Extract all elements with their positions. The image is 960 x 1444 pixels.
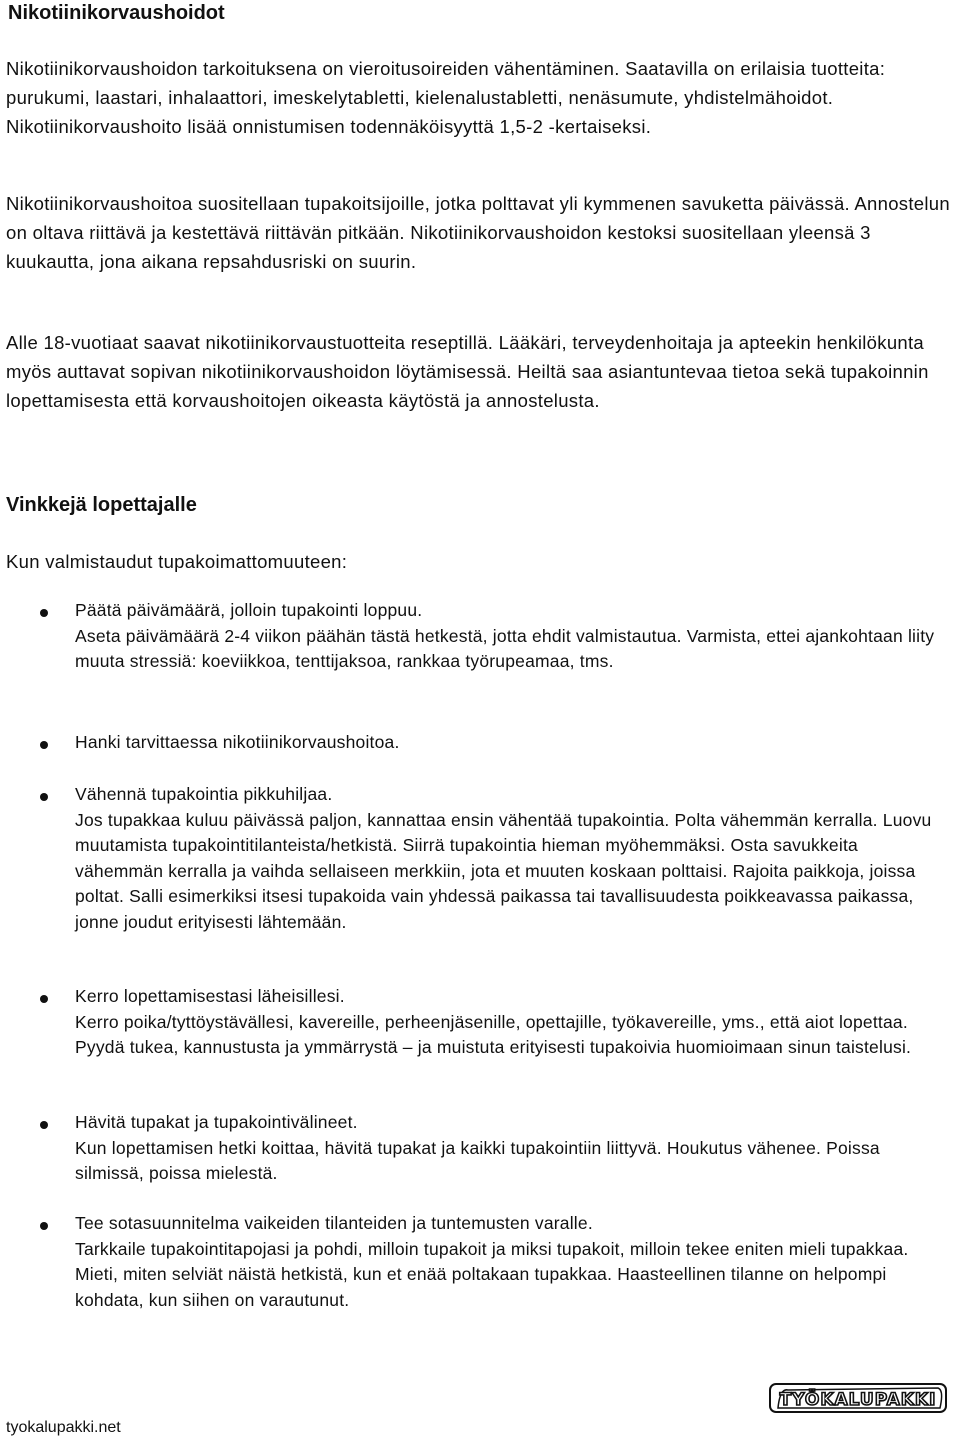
bullet-icon [40,741,48,749]
tip-title: Tee sotasuunnitelma vaikeiden tilanteiden ja tuntemusten varalle. [75,1213,593,1233]
tip-detail: Tarkkaile tupakointitapojasi ja pohdi, milloin tupakoit ja miksi tupakoit, milloin tekee eniten mieli tupakkaa. Mieti, miten selviät näistä hetkistä, kun et enää poltakaan tupakkaa. Haasteellinen tilanne on helpompi kohdata, kun siihen on varautunut. [75,1238,909,1310]
paragraph-intro: Nikotiinikorvaushoidon tarkoituksena on vieroitusoireiden vähentäminen. Saatavilla on erilaisia tuotteita: purukumi, laastari, inhalaattori, imeskelytabletti, kielenalustabletti, nenäsumute, yhdistelmähoidot. Nikotiinikorvaushoito lisää onnistumisen todennäköisyyttä 1,5-2 -kertaiseksi. [6,58,886,137]
tip-detail: Aseta päivämäärä 2-4 viikon päähän tästä hetkestä, jotta ehdit valmistautua. Varmista, ettei ajankohtaan liity muuta stressiä: koeviikkoa, tenttijaksoa, rankkaa työrupeamaa, tms. [75,625,935,672]
bullet-icon [40,1222,48,1230]
bullet-icon [40,609,48,617]
section-intro: Kun valmistaudut tupakoimattomuuteen: [6,551,348,572]
logo-text: TYÖKALUPAKKI [779,1390,937,1410]
tip-title: Kerro lopettamisestasi läheisillesi. [75,986,345,1006]
tip-title: Hanki tarvittaessa nikotiinikorvaushoitoa. [75,732,400,752]
tip-detail: Jos tupakkaa kuluu päivässä paljon, kannattaa ensin vähentää tupakointia. Polta vähemmän kerralla. Luovu muutamista tupakointitilanteista/hetkistä. Siirrä tupakointia hieman myöhemmäksi. Osta savukkeita vähemmän kerralla ja vaihda sellaiseen merkkiin, jota et muuten koskaan polttaisi. Rajoita paikkoja, joissa poltat. Salli esimerkiksi itsesi tupakoida vain yhdessä paikassa tai tavallisuudesta poikkeavassa paikassa, jonne joudut erityisesti lähtemään. [75,809,932,932]
tip-detail: Kun lopettamisen hetki koittaa, hävitä tupakat ja kaikki tupakointiin liittyvä. Houkutus vähenee. Poissa silmissä, poissa mielestä. [75,1137,880,1184]
bullet-icon [40,1121,48,1129]
bullet-icon [40,995,48,1003]
tip-title: Hävitä tupakat ja tupakointivälineet. [75,1112,358,1132]
paragraph-recommendation: Nikotiinikorvaushoitoa suositellaan tupakoitsijoille, jotka polttavat yli kymmenen savuketta päivässä. Annostelun on oltava riittävä ja kestettävä riittävän pitkään. Nikotiinikorvaushoidon kestoksi suositellaan yleensä 3 kuukautta, jona aikana repsahdusriski on suurin. [6,193,950,272]
tip-detail: Kerro poika/tyttöystävällesi, kavereille, perheenjäsenille, opettajille, työkavereille, yms., että aiot lopettaa. Pyydä tukea, kannustusta ja ymmärrystä – ja muistuta erityisesti tupakoivia huomioimaan sinun taistelusi. [75,1011,912,1058]
page-title: Nikotiinikorvaushoidot [8,2,225,24]
bullet-icon [40,793,48,801]
tip-title: Vähennä tupakointia pikkuhiljaa. [75,784,333,804]
tip-title: Päätä päivämäärä, jolloin tupakointi loppuu. [75,600,423,620]
tyokalupakki-logo [768,1378,948,1418]
paragraph-prescription: Alle 18-vuotiaat saavat nikotiinikorvaustuotteita reseptillä. Lääkäri, terveydenhoitaja ja apteekin henkilökunta myös auttavat sopivan nikotiinikorvaushoidon löytämisessä. Heiltä saa asiantuntevaa tietoa sekä tupakoinnin lopettamisesta että korvaushoitojen oikeasta käytöstä ja annostelusta. [6,332,929,411]
section-heading: Vinkkejä lopettajalle [6,494,197,516]
footer-site-link[interactable]: tyokalupakki.net [6,1419,121,1436]
